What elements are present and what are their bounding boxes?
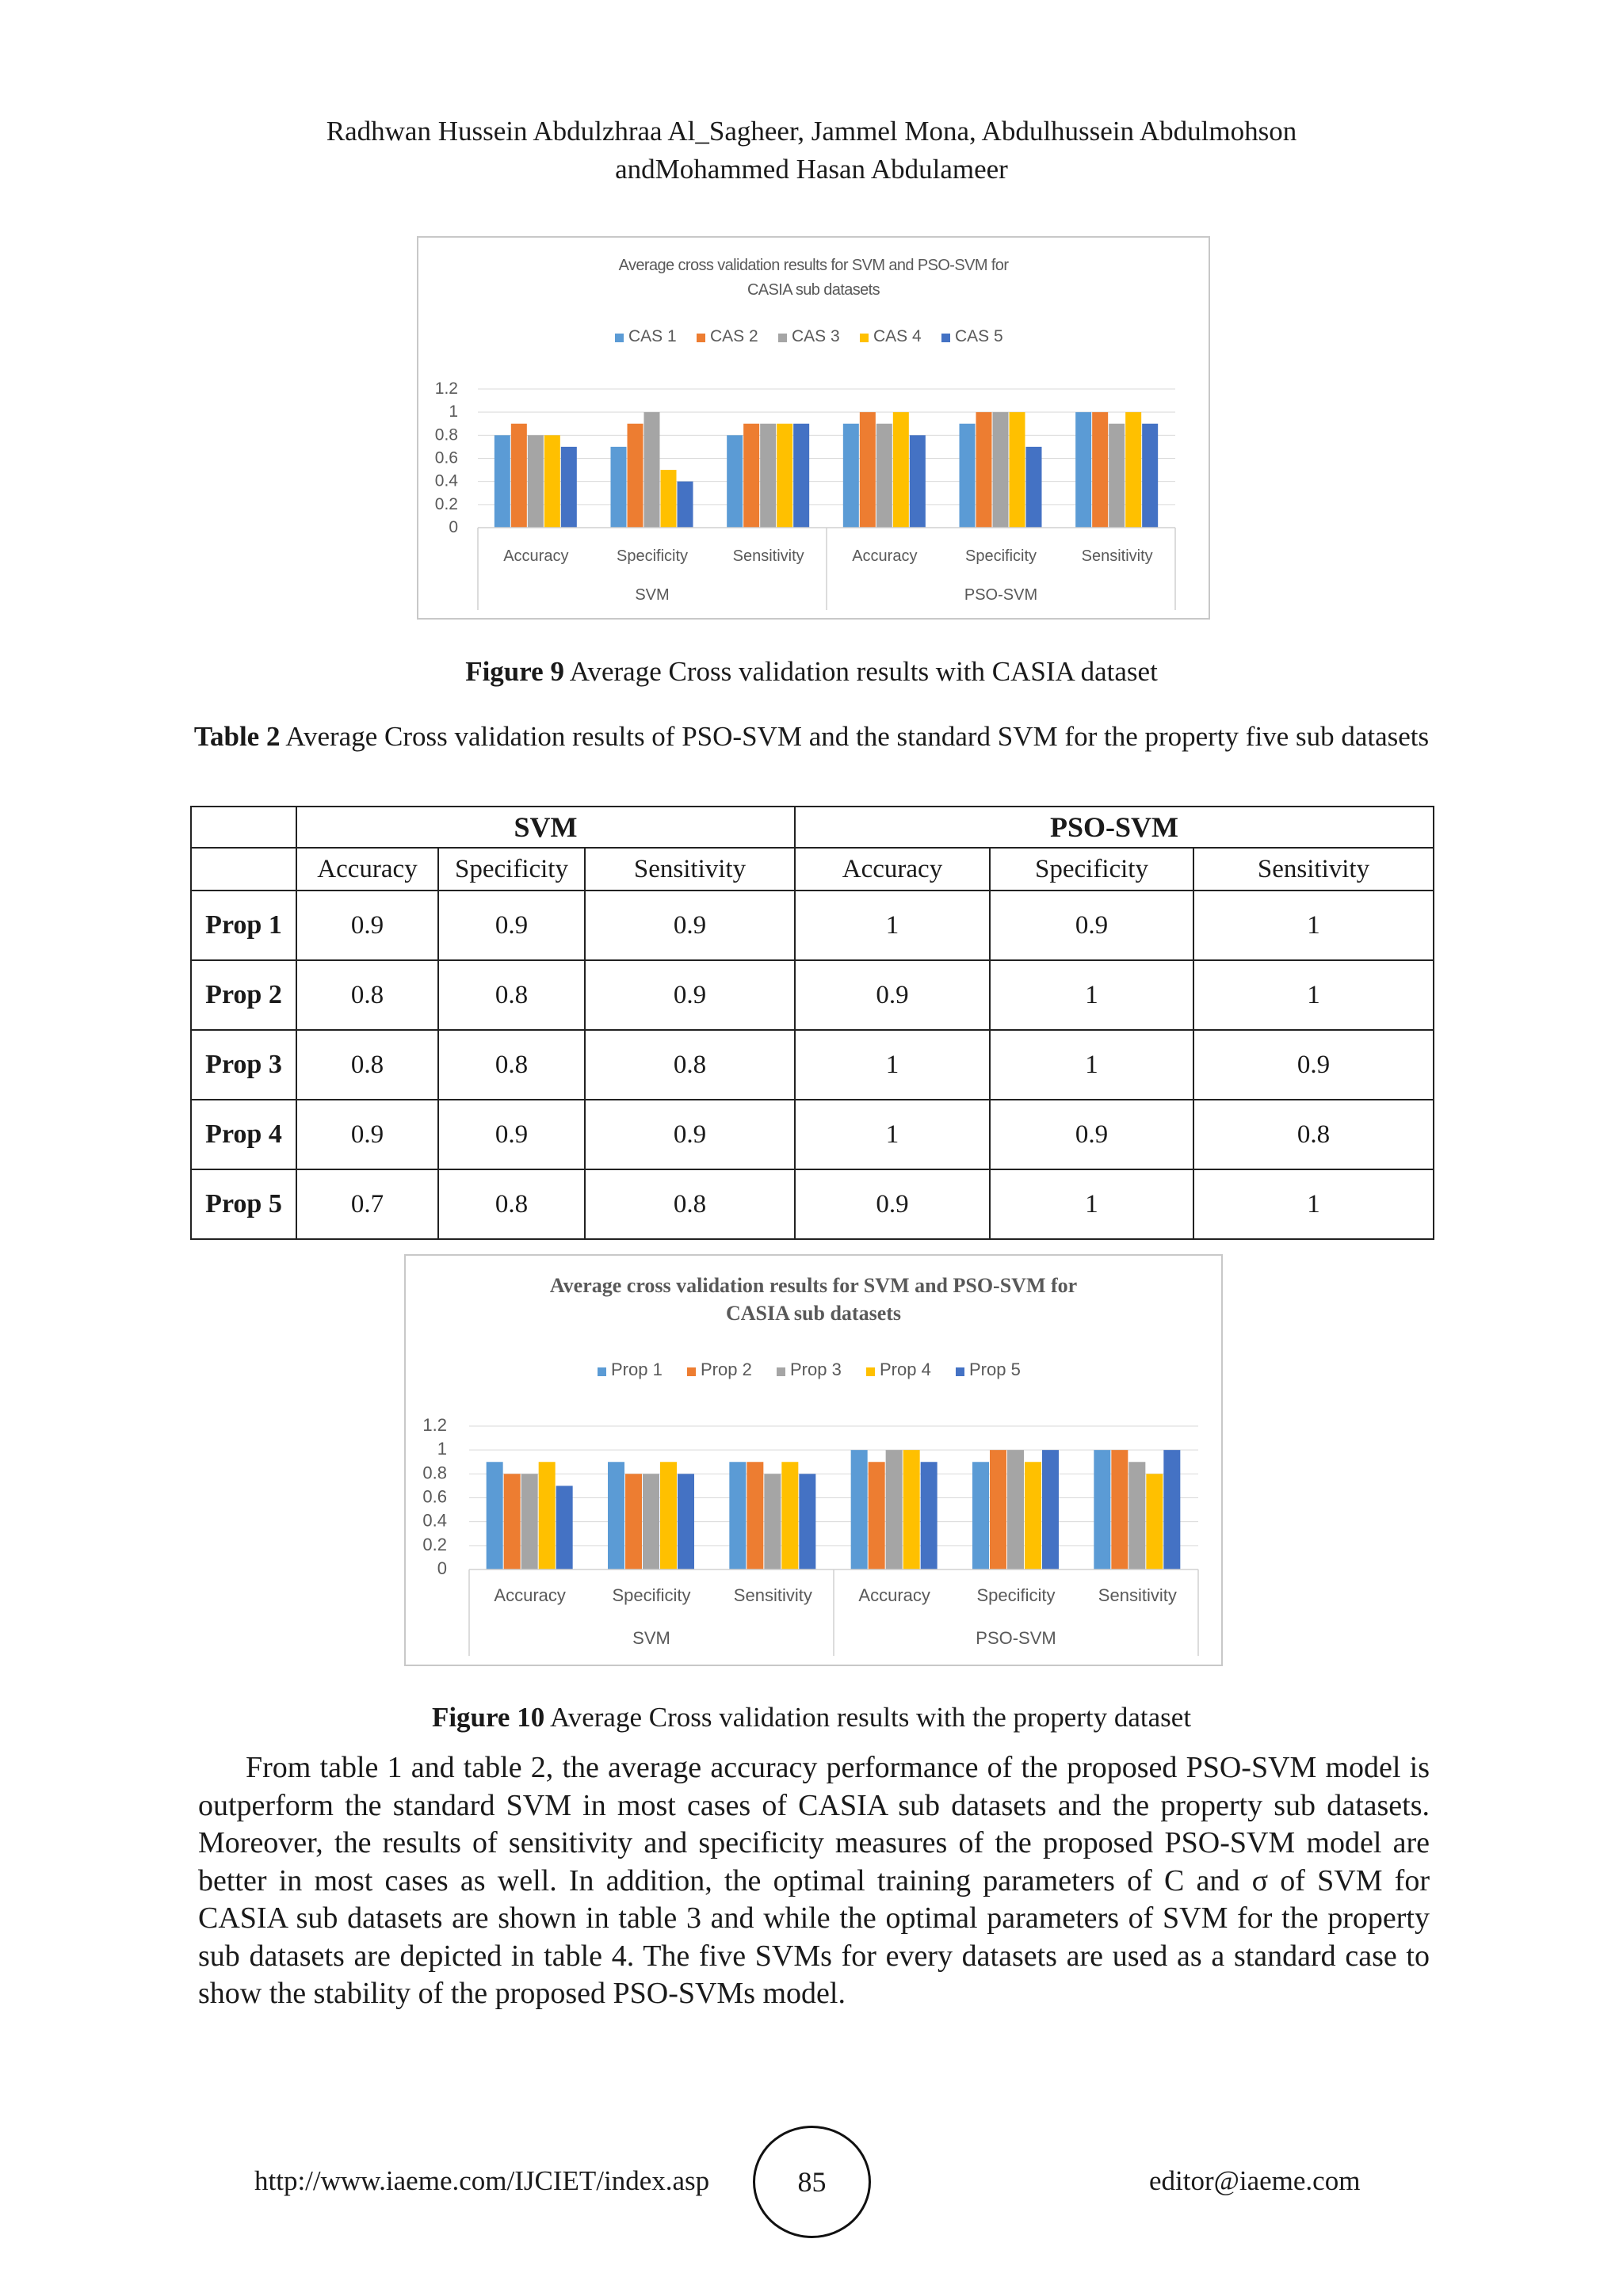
bar (628, 424, 643, 528)
bar (521, 1474, 538, 1569)
legend-swatch (777, 1367, 785, 1376)
bar (921, 1462, 938, 1569)
chart-title: CASIA sub datasets (747, 281, 880, 299)
legend-swatch (860, 334, 869, 342)
table-2-caption (174, 719, 1449, 754)
table-cell: 0.8 (438, 960, 585, 1030)
bar (910, 435, 926, 528)
table-corner-cell (191, 807, 296, 848)
bar (611, 447, 627, 528)
legend-swatch (941, 334, 950, 342)
table-cell: 0.9 (585, 891, 795, 960)
bar (561, 447, 577, 528)
bar (903, 1450, 920, 1569)
legend-label: CAS 2 (710, 327, 758, 345)
table-group-pso-svm: PSO-SVM (795, 807, 1434, 848)
x-tick-label: Accuracy (494, 1585, 566, 1605)
y-tick-label: 1 (449, 402, 458, 421)
figure-9-svg (418, 238, 1209, 618)
bar (1026, 447, 1042, 528)
bar (860, 412, 876, 528)
table-row-head: Prop 4 (191, 1100, 296, 1169)
bar (1146, 1474, 1163, 1569)
bar (1007, 1450, 1024, 1569)
table-cell: 0.8 (585, 1030, 795, 1100)
table-cell: 0.9 (990, 1100, 1193, 1169)
y-tick-label: 0.2 (422, 1534, 447, 1554)
bar (972, 1462, 989, 1569)
figure-10-chart (404, 1254, 1223, 1666)
bar (678, 1474, 694, 1569)
x-tick-label: Specificity (964, 547, 1037, 565)
bar (504, 1474, 521, 1569)
table-column-header: Accuracy (296, 848, 438, 891)
table-column-header: Specificity (438, 848, 585, 891)
legend-swatch (866, 1367, 875, 1376)
x-tick-label: Sensitivity (1081, 547, 1153, 565)
table-2-caption-text: Average Cross validation results of PSO-SVM and the standard SVM for the property five sub datasets (280, 721, 1430, 752)
legend-label: Prop 1 (611, 1360, 663, 1379)
bar (876, 424, 892, 528)
table-cell: 0.8 (438, 1169, 585, 1239)
table-row-head: Prop 5 (191, 1169, 296, 1239)
bar (487, 1462, 503, 1569)
running-header-authors: Radhwan Hussein Abdulzhraa Al_Sagheer, Jammel Mona, Abdulhussein Abdulmohson (326, 116, 1297, 147)
bar (960, 424, 976, 528)
bar (625, 1474, 642, 1569)
bar (1142, 424, 1158, 528)
footer-email[interactable]: editor@iaeme.com (1149, 2165, 1361, 2196)
table-cell: 1 (1193, 891, 1434, 960)
table-cell: 0.8 (585, 1169, 795, 1239)
table-column-header: Sensitivity (1193, 848, 1434, 891)
table-column-header: Specificity (990, 848, 1193, 891)
bar (661, 470, 677, 528)
bar (743, 424, 759, 528)
legend-label: Prop 2 (701, 1360, 752, 1379)
figure-9-label: Figure 9 (465, 656, 564, 687)
table-cell: 1 (990, 1030, 1193, 1100)
y-tick-label: 0.8 (434, 425, 458, 444)
bar (893, 412, 909, 528)
table-cell: 0.8 (296, 960, 438, 1030)
table-row-head: Prop 3 (191, 1030, 296, 1100)
table-cell: 1 (795, 1030, 990, 1100)
y-tick-label: 0.6 (434, 448, 458, 467)
y-tick-label: 1 (437, 1439, 447, 1459)
legend-swatch (598, 1367, 606, 1376)
bar (747, 1462, 763, 1569)
bar (495, 435, 510, 528)
table-cell: 0.9 (438, 891, 585, 960)
table-cell: 1 (990, 960, 1193, 1030)
bar (799, 1474, 815, 1569)
table-cell: 0.9 (585, 1100, 795, 1169)
legend-label: CAS 5 (955, 327, 1003, 345)
bar (1094, 1450, 1110, 1569)
x-tick-label: Accuracy (503, 547, 569, 565)
bar (643, 1474, 659, 1569)
table-cell: 1 (795, 891, 990, 960)
bar (990, 1450, 1006, 1569)
legend-label: CAS 1 (628, 327, 677, 345)
table-cell: 0.9 (990, 891, 1193, 960)
table-cell: 1 (795, 1100, 990, 1169)
bar (777, 424, 792, 528)
legend-swatch (778, 334, 787, 342)
bar (869, 1462, 885, 1569)
table-row (191, 1030, 1434, 1100)
table-row (191, 1100, 1434, 1169)
bar (1010, 412, 1025, 528)
y-tick-label: 0.4 (422, 1510, 447, 1531)
table-cell: 0.9 (795, 960, 990, 1030)
chart-title: CASIA sub datasets (725, 1302, 902, 1325)
table-2 (190, 806, 1434, 1240)
legend-swatch (615, 334, 624, 342)
table-cell: 0.9 (438, 1100, 585, 1169)
chart-title: Average cross validation results for SVM and PSO-SVM for (549, 1274, 1078, 1297)
page-number: 85 (753, 2126, 871, 2238)
table-column-header: Accuracy (795, 848, 990, 891)
bar (1025, 1462, 1041, 1569)
bar (764, 1474, 781, 1569)
y-tick-label: 0.8 (422, 1463, 447, 1483)
bar (1163, 1450, 1180, 1569)
bar (1092, 412, 1108, 528)
bar (1109, 424, 1125, 528)
table-column-header: Sensitivity (585, 848, 795, 891)
bar (1075, 412, 1091, 528)
table-cell: 1 (990, 1169, 1193, 1239)
bar (781, 1462, 798, 1569)
x-tick-label: Sensitivity (732, 547, 804, 565)
footer-url[interactable]: http://www.iaeme.com/IJCIET/index.asp (254, 2165, 710, 2196)
figure-9-caption-text: Average Cross validation results with CASIA dataset (563, 656, 1158, 687)
bar (760, 424, 776, 528)
x-tick-label: Sensitivity (1098, 1585, 1177, 1605)
x-tick-label: Accuracy (852, 547, 918, 565)
bar (1128, 1462, 1145, 1569)
legend-label: Prop 4 (880, 1360, 931, 1379)
bar (1125, 412, 1141, 528)
figure-10-svg (406, 1256, 1221, 1665)
y-tick-label: 1.2 (422, 1415, 447, 1435)
body-paragraph: From table 1 and table 2, the average accuracy performance of the proposed PSO-SVM model is outperform the standard SVM in most cases of CASIA sub datasets and the property sub datasets. Moreover, the results of sensitivity and specificity measures of the proposed PSO-SVM model are better in most cases as well. In addition, the optimal training parameters of C and σ of SVM for CASIA sub datasets are shown in table 3 and while the optimal parameters of SVM for the property sub datasets are depicted in table 4. The five SVMs for every datasets are used as a standard case to show the stability of the proposed PSO-SVMs model. (198, 1751, 1430, 2010)
x-group-label: SVM (635, 586, 670, 604)
figure-10-caption-text: Average Cross validation results with the property dataset (544, 1702, 1192, 1733)
table-corner-cell-2 (191, 848, 296, 891)
x-tick-label: Sensitivity (733, 1585, 812, 1605)
x-tick-label: Accuracy (858, 1585, 930, 1605)
figure-10-label: Figure 10 (431, 1702, 545, 1733)
legend-label: CAS 4 (873, 327, 922, 345)
bar (1042, 1450, 1059, 1569)
table-row (191, 1169, 1434, 1239)
x-tick-label: Specificity (612, 1585, 691, 1605)
bar (644, 412, 660, 528)
bar (511, 424, 527, 528)
x-tick-label: Specificity (616, 547, 689, 565)
figure-9-caption (0, 654, 1623, 690)
table-cell: 0.7 (296, 1169, 438, 1239)
x-group-label: SVM (632, 1628, 670, 1648)
table-cell: 0.8 (438, 1030, 585, 1100)
table-cell: 0.9 (1193, 1030, 1434, 1100)
bar (608, 1462, 624, 1569)
bar (993, 412, 1009, 528)
legend-label: CAS 3 (792, 327, 840, 345)
y-tick-label: 0.6 (422, 1486, 447, 1507)
legend-swatch (697, 334, 705, 342)
chart-title: Average cross validation results for SVM and PSO-SVM for (618, 257, 1009, 274)
bar (843, 424, 859, 528)
table-row (191, 960, 1434, 1030)
y-tick-label: 0.2 (434, 494, 458, 513)
figure-9-chart (417, 236, 1210, 620)
table-cell: 0.8 (1193, 1100, 1434, 1169)
y-tick-label: 0 (449, 518, 458, 536)
bar (556, 1486, 573, 1569)
table-cell: 0.9 (296, 1100, 438, 1169)
bar (1111, 1450, 1128, 1569)
table-row-head: Prop 2 (191, 960, 296, 1030)
legend-swatch (687, 1367, 696, 1376)
y-tick-label: 1.2 (434, 379, 458, 398)
bar (976, 412, 992, 528)
table-2-label: Table 2 (193, 721, 281, 752)
table-cell: 0.9 (296, 891, 438, 960)
bar (729, 1462, 746, 1569)
table-row-head: Prop 1 (191, 891, 296, 960)
bar (678, 482, 693, 528)
x-group-label: PSO-SVM (976, 1628, 1056, 1648)
bar (886, 1450, 903, 1569)
table-cell: 0.8 (296, 1030, 438, 1100)
legend-label: Prop 5 (969, 1360, 1021, 1379)
running-header-authors-cont: andMohammed Hasan Abdulameer (615, 154, 1008, 185)
bar (660, 1462, 677, 1569)
figure-10-caption (0, 1699, 1623, 1736)
y-tick-label: 0 (437, 1558, 447, 1578)
y-tick-label: 0.4 (434, 471, 458, 490)
bar (539, 1462, 556, 1569)
legend-swatch (956, 1367, 964, 1376)
table-group-svm: SVM (296, 807, 795, 848)
table-cell: 0.9 (585, 960, 795, 1030)
x-tick-label: Specificity (976, 1585, 1056, 1605)
table-cell: 1 (1193, 1169, 1434, 1239)
bar (544, 435, 560, 528)
legend-label: Prop 3 (790, 1360, 842, 1379)
table-cell: 0.9 (795, 1169, 990, 1239)
table-row (191, 891, 1434, 960)
bar (851, 1450, 868, 1569)
table-cell: 1 (1193, 960, 1434, 1030)
x-group-label: PSO-SVM (964, 586, 1038, 604)
bar (528, 435, 544, 528)
bar (793, 424, 809, 528)
bar (727, 435, 743, 528)
